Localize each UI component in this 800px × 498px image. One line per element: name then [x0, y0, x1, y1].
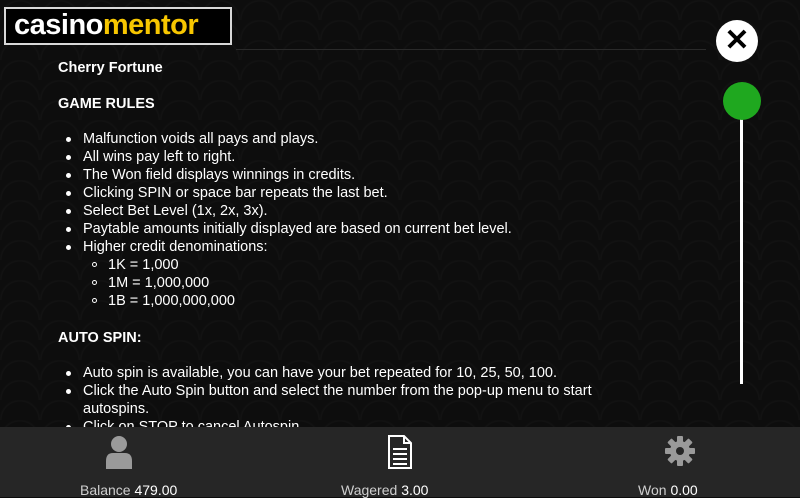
game-title: Cherry Fortune [58, 60, 163, 76]
balance-label: Balance [80, 482, 131, 498]
list-item: 1K = 1,000 [58, 256, 658, 274]
balance-value: 479.00 [134, 482, 178, 498]
won-value: 0.00 [670, 482, 698, 498]
header-divider [236, 49, 706, 50]
balance-display [80, 482, 177, 498]
list-item: Click the Auto Spin button and select the number from the pop-up menu to start autospins. [58, 382, 633, 418]
list-item: Auto spin is available, you can have your bet repeated for 10, 25, 50, 100. [58, 364, 633, 382]
list-item: 1B = 1,000,000,000 [58, 292, 658, 310]
list-item: Higher credit denominations: [58, 238, 658, 256]
list-item: 1M = 1,000,000 [58, 274, 658, 292]
gear-icon[interactable] [665, 436, 695, 471]
close-icon: ✕ [724, 24, 750, 57]
auto-spin-list [58, 364, 633, 436]
rules-content [58, 58, 658, 436]
document-icon[interactable] [387, 435, 413, 474]
scrollbar-track[interactable] [740, 100, 743, 384]
footer-bar [0, 427, 800, 497]
list-item: Malfunction voids all pays and plays. [58, 130, 658, 148]
user-icon[interactable] [105, 435, 133, 474]
wagered-label: Wagered [341, 482, 398, 498]
won-label: Won [638, 482, 667, 498]
won-display [638, 482, 698, 498]
list-item: The Won field displays winnings in credits. [58, 166, 658, 184]
list-item: Clicking SPIN or space bar repeats the last bet. [58, 184, 658, 202]
wagered-display [341, 482, 428, 498]
list-item: Select Bet Level (1x, 2x, 3x). [58, 202, 658, 220]
logo-text-mentor: mentor [102, 9, 199, 41]
game-rules-heading: GAME RULES [58, 96, 155, 112]
logo-text-casino: casino [14, 9, 103, 41]
auto-spin-heading: AUTO SPIN: [58, 330, 142, 346]
list-item: Paytable amounts initially displayed are based on current bet level. [58, 220, 658, 238]
game-rules-list [58, 130, 658, 256]
close-button[interactable] [716, 20, 758, 62]
list-item: All wins pay left to right. [58, 148, 658, 166]
denominations-list [58, 256, 658, 310]
scrollbar-thumb[interactable] [723, 82, 761, 120]
wagered-value: 3.00 [401, 482, 429, 498]
casinomentor-logo [4, 7, 232, 45]
